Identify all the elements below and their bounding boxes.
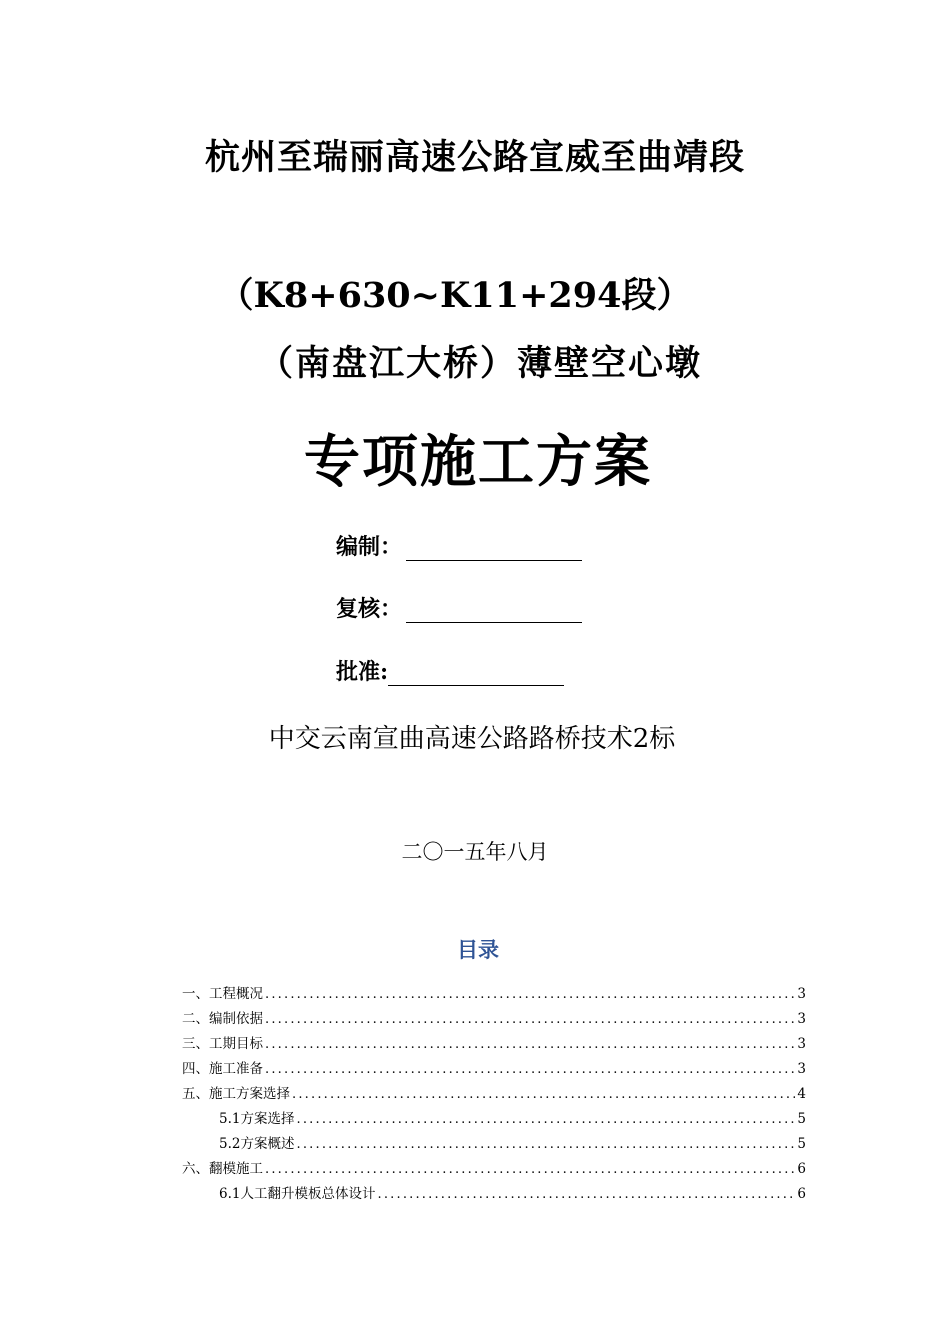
toc-leader-dots bbox=[292, 1087, 795, 1102]
cover-title-line2: （K8+630~K11+294段） bbox=[218, 275, 692, 316]
toc-entry-label: 四、施工准备 bbox=[182, 1061, 263, 1077]
toc-leader-dots bbox=[377, 1187, 795, 1202]
toc-entry-label: 5.1方案选择 bbox=[219, 1111, 295, 1127]
toc-entry-label: 二、编制依据 bbox=[182, 1011, 263, 1027]
organization-name: 中交云南宣曲高速公路路桥技术2标 bbox=[268, 724, 676, 754]
toc-heading: 目录 bbox=[457, 937, 499, 962]
bianzhi-blank-line bbox=[406, 538, 582, 561]
bianzhi-label: 编制： bbox=[336, 534, 403, 560]
toc-entry-page: 4 bbox=[797, 1086, 806, 1102]
fuhe-label: 复核： bbox=[336, 596, 403, 622]
cover-title-line3: （南盘江大桥）薄壁空心墩 bbox=[257, 343, 702, 384]
cover-title-main: 专项施工方案 bbox=[304, 429, 652, 495]
toc-subentry[interactable] bbox=[219, 1103, 806, 1127]
cover-title-line1: 杭州至瑞丽高速公路宣威至曲靖段 bbox=[204, 137, 745, 178]
toc-entry-label: 三、工期目标 bbox=[182, 1036, 263, 1052]
toc-leader-dots bbox=[265, 1037, 795, 1052]
toc-entry[interactable] bbox=[182, 1053, 806, 1077]
toc-leader-dots bbox=[265, 1012, 795, 1027]
document-date: 二〇一五年八月 bbox=[401, 840, 549, 864]
toc-entry-page: 5 bbox=[797, 1111, 806, 1127]
toc-entry[interactable] bbox=[182, 978, 806, 1002]
sign-row-pizhun bbox=[336, 655, 564, 686]
toc-leader-dots bbox=[265, 987, 795, 1002]
toc-entry[interactable] bbox=[182, 1078, 806, 1102]
toc-entry[interactable] bbox=[182, 1028, 806, 1052]
toc-entry-page: 6 bbox=[797, 1161, 806, 1177]
fuhe-blank-line bbox=[406, 600, 582, 623]
sign-row-bianzhi bbox=[336, 530, 582, 561]
toc-entry[interactable] bbox=[182, 1153, 806, 1177]
toc-leader-dots bbox=[296, 1137, 795, 1152]
toc-entry-label: 五、施工方案选择 bbox=[182, 1086, 290, 1102]
toc-entry-page: 3 bbox=[797, 1011, 806, 1027]
toc-entry-page: 3 bbox=[797, 1036, 806, 1052]
toc-entry-page: 5 bbox=[797, 1136, 806, 1152]
toc-entry-page: 6 bbox=[797, 1186, 806, 1202]
toc-entry-label: 六、翻模施工 bbox=[182, 1161, 263, 1177]
toc-entry-label: 一、工程概况 bbox=[182, 986, 263, 1002]
sign-row-fuhe bbox=[336, 592, 582, 623]
toc-subentry[interactable] bbox=[219, 1178, 806, 1202]
toc-entry-label: 6.1人工翻升模板总体设计 bbox=[219, 1186, 376, 1202]
toc-entry-page: 3 bbox=[797, 986, 806, 1002]
pizhun-label: 批准: bbox=[336, 659, 389, 685]
toc-leader-dots bbox=[265, 1062, 795, 1077]
toc-subentry[interactable] bbox=[219, 1128, 806, 1152]
toc-leader-dots bbox=[296, 1112, 795, 1127]
toc-entry[interactable] bbox=[182, 1003, 806, 1027]
toc-entry-page: 3 bbox=[797, 1061, 806, 1077]
pizhun-blank-line bbox=[388, 663, 564, 686]
toc-leader-dots bbox=[265, 1162, 795, 1177]
toc-entry-label: 5.2方案概述 bbox=[219, 1136, 295, 1152]
